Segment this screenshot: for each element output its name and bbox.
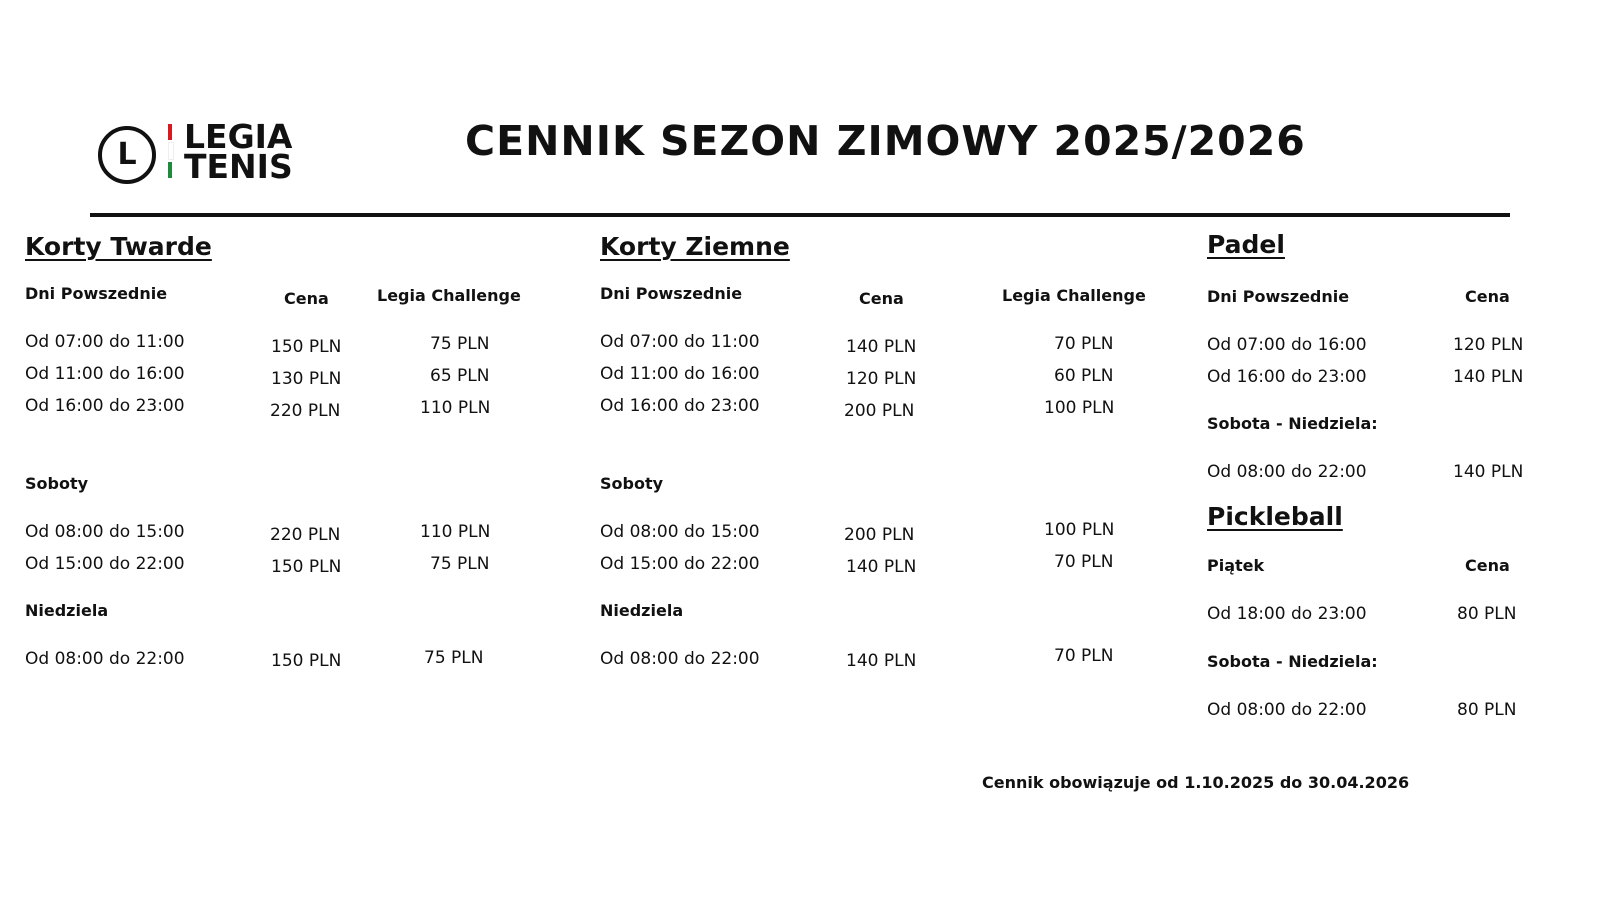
logo-letter: L bbox=[117, 137, 137, 172]
logo-text-tenis: TENIS bbox=[184, 147, 293, 186]
logo-flag-green-stripe bbox=[168, 162, 172, 178]
challenge-cell: 70 PLN bbox=[1054, 552, 1114, 572]
col-head-price: Cena bbox=[1465, 287, 1510, 306]
col-head-challenge: Legia Challenge bbox=[1002, 286, 1146, 305]
label-saturday: Soboty bbox=[25, 474, 89, 493]
col-head-period: Piątek bbox=[1207, 556, 1265, 575]
challenge-cell: 75 PLN bbox=[424, 648, 484, 668]
time-cell: Od 15:00 do 22:00 bbox=[600, 554, 760, 574]
label-weekend: Sobota - Niedziela: bbox=[1207, 652, 1378, 671]
price-cell: 150 PLN bbox=[271, 337, 342, 357]
price-cell: 200 PLN bbox=[844, 401, 915, 421]
label-saturday: Soboty bbox=[600, 474, 664, 493]
price-cell: 150 PLN bbox=[271, 557, 342, 577]
time-cell: Od 08:00 do 22:00 bbox=[25, 649, 185, 669]
header-divider bbox=[90, 213, 1510, 217]
price-cell: 120 PLN bbox=[1453, 335, 1524, 355]
price-cell: 140 PLN bbox=[846, 557, 917, 577]
price-cell: 80 PLN bbox=[1457, 604, 1517, 624]
col-head-price: Cena bbox=[859, 289, 904, 308]
logo-flag-white-stripe bbox=[168, 142, 174, 160]
time-cell: Od 08:00 do 22:00 bbox=[600, 649, 760, 669]
challenge-cell: 110 PLN bbox=[420, 522, 491, 542]
challenge-cell: 70 PLN bbox=[1054, 334, 1114, 354]
time-cell: Od 16:00 do 23:00 bbox=[25, 396, 185, 416]
label-sunday: Niedziela bbox=[600, 601, 684, 620]
price-cell: 140 PLN bbox=[1453, 462, 1524, 482]
time-cell: Od 08:00 do 15:00 bbox=[600, 522, 760, 542]
col-head-price: Cena bbox=[1465, 556, 1510, 575]
time-cell: Od 11:00 do 16:00 bbox=[600, 364, 760, 384]
logo-flag-red-stripe bbox=[168, 124, 172, 140]
price-cell: 200 PLN bbox=[844, 525, 915, 545]
time-cell: Od 16:00 do 23:00 bbox=[1207, 367, 1367, 387]
price-cell: 120 PLN bbox=[846, 369, 917, 389]
time-cell: Od 07:00 do 11:00 bbox=[25, 332, 185, 352]
logo-text-legia: LEGIA bbox=[184, 117, 293, 156]
price-cell: 220 PLN bbox=[270, 401, 341, 421]
logo bbox=[98, 117, 328, 188]
challenge-cell: 75 PLN bbox=[430, 554, 490, 574]
price-cell: 140 PLN bbox=[846, 651, 917, 671]
price-cell: 80 PLN bbox=[1457, 700, 1517, 720]
label-sunday: Niedziela bbox=[25, 601, 109, 620]
time-cell: Od 11:00 do 16:00 bbox=[25, 364, 185, 384]
col-head-period: Dni Powszednie bbox=[1207, 287, 1350, 306]
time-cell: Od 15:00 do 22:00 bbox=[25, 554, 185, 574]
logo-circle-icon bbox=[98, 126, 156, 184]
section-title-pickleball: Pickleball bbox=[1207, 502, 1343, 531]
time-cell: Od 08:00 do 22:00 bbox=[1207, 700, 1367, 720]
price-cell: 150 PLN bbox=[271, 651, 342, 671]
section-title-korty-twarde: Korty Twarde bbox=[25, 232, 212, 261]
col-head-period: Dni Powszednie bbox=[25, 284, 168, 303]
challenge-cell: 100 PLN bbox=[1044, 398, 1115, 418]
time-cell: Od 07:00 do 11:00 bbox=[600, 332, 760, 352]
col-head-price: Cena bbox=[284, 289, 329, 308]
time-cell: Od 16:00 do 23:00 bbox=[600, 396, 760, 416]
page-title: CENNIK SEZON ZIMOWY 2025/2026 bbox=[465, 117, 1306, 165]
price-cell: 130 PLN bbox=[271, 369, 342, 389]
challenge-cell: 100 PLN bbox=[1044, 520, 1115, 540]
section-title-korty-ziemne: Korty Ziemne bbox=[600, 232, 790, 261]
challenge-cell: 60 PLN bbox=[1054, 366, 1114, 386]
challenge-cell: 70 PLN bbox=[1054, 646, 1114, 666]
time-cell: Od 07:00 do 16:00 bbox=[1207, 335, 1367, 355]
validity-note: Cennik obowiązuje od 1.10.2025 do 30.04.2026 bbox=[982, 773, 1410, 792]
time-cell: Od 08:00 do 15:00 bbox=[25, 522, 185, 542]
time-cell: Od 08:00 do 22:00 bbox=[1207, 462, 1367, 482]
price-cell: 140 PLN bbox=[1453, 367, 1524, 387]
price-cell: 140 PLN bbox=[846, 337, 917, 357]
col-head-period: Dni Powszednie bbox=[600, 284, 743, 303]
col-head-challenge: Legia Challenge bbox=[377, 286, 521, 305]
challenge-cell: 75 PLN bbox=[430, 334, 490, 354]
price-cell: 220 PLN bbox=[270, 525, 341, 545]
challenge-cell: 65 PLN bbox=[430, 366, 490, 386]
label-weekend: Sobota - Niedziela: bbox=[1207, 414, 1378, 433]
time-cell: Od 18:00 do 23:00 bbox=[1207, 604, 1367, 624]
section-title-padel: Padel bbox=[1207, 230, 1285, 259]
challenge-cell: 110 PLN bbox=[420, 398, 491, 418]
